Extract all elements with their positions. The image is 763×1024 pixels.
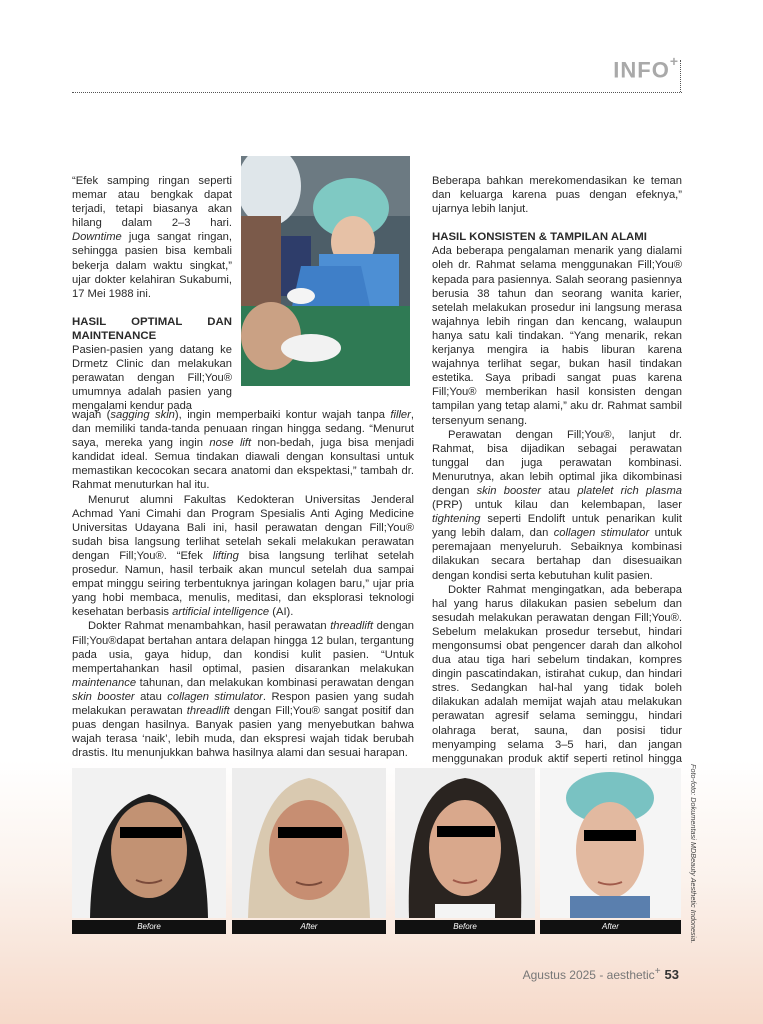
column-right <box>432 174 682 780</box>
photo-credit: Foto-foto: Dokumentasi MDBeauty Aesthetic Indonesia. <box>689 764 698 944</box>
paragraph-combination: Perawatan dengan Fill;You®, lanjut dr. Rahmat, bisa dijadikan sebagai perawatan tunggal dan juga perawatan kombinasi. Menurutnya, akan lebih optimal jika dikombinasi dengan skin booster atau platelet rich plasma (PRP) untuk kilau dan kelembapan, laser tightening seperti Endolift untuk penarikan kulit yang lebih dalam, dan collagen stimulator untuk peremajaan menyeluruh. Sebaiknya kombinasi dilakukan secara bertahap dan disesuaikan dengan kondisi serta kebutuhan kulit pasien. <box>432 428 683 582</box>
label-after-1: After <box>232 920 386 934</box>
face-photo-2-illustration <box>232 768 386 918</box>
header-divider <box>680 60 681 92</box>
procedure-photo <box>241 156 410 386</box>
paragraph-patients: Pasien-pasien yang datang ke Drmetz Clinic dan melakukan perawatan dengan Fill;You® umumnya adalah pasien yang mengalami kendur pada <box>72 344 232 413</box>
page-number: 53 <box>664 967 679 982</box>
page-footer: Agustus 2025 - aesthetic+ 53 <box>522 966 679 982</box>
face-photo-1 <box>72 768 226 918</box>
heading-hasil-optimal: HASIL OPTIMAL DAN MAINTENANCE <box>72 315 232 342</box>
paragraph-sagging: wajah (sagging skin), ingin memperbaiki kontur wajah tanpa filler, dan memiliki tanda-tanda penuaan ringan hingga sedang. “Menurut saya, mereka yang ingin nose lift non-bedah, juga bisa menjadi kandidat ideal. Semua tindakan diawali dengan konsultasi untuk memastikan kecocokan secara anatomi dan ekspektasi,” tambah dr. Rahmat menuturkan hal itu. <box>72 409 414 492</box>
face-photo-2 <box>232 768 386 918</box>
label-before-2: Before <box>395 920 535 934</box>
paragraph-threadlift: Dokter Rahmat menambahkan, hasil perawatan threadlift dengan Fill;You®dapat bertahan antara delapan hingga 12 bulan, tergantung pada usia, gaya hidup, dan kondisi kulit pasien. “Untuk mempertahankan hasil optimal, pasien disarankan melakukan maintenance tahunan, dan melakukan kombinasi perawatan dengan skin booster atau collagen stimulator. Respon pasien yang sudah melakukan perawatan threadlift dengan Fill;You® sangat positif dan puas dengan hasilnya. Banyak pasien yang menyebutkan bahwa wajah terasa ‘naik’, lebih muda, dan ekspresi wajah tidak berubah drastis. Itu menunjukkan bahwa hasilnya alami dan sesuai harapan. <box>72 620 415 760</box>
paragraph-aftercare: Dokter Rahmat mengingatkan, ada beberapa hal yang harus dilakukan pasien sebelum dan sesudah melakukan perawatan dengan Fill;You®. Sebelum melakukan prosedur tersebut, hindari mengonsumsi obat pengencer darah dan alkohol dua atau tiga hari sebelum tindakan, kompres dingin pascatindakan, istirahat cukup, dan hindari stres. Sedangkan hal-hal yang tidak boleh dilakukan adalah memijat wajah atau melakukan perawatan agresif selama seminggu, hindari olahraga berat, sauna, dan posisi tidur menyamping selama 3–5 hari, dan jangan menggunakan produk aktif seperti retinol hingga <box>432 583 682 780</box>
section-title: INFO+ <box>613 53 679 83</box>
procedure-photo-illustration <box>241 156 410 386</box>
header-rule <box>72 92 682 93</box>
face-photo-3 <box>395 768 535 918</box>
face-photo-3-illustration <box>395 768 535 918</box>
label-after-2: After <box>540 920 681 934</box>
paragraph-recommend: Beberapa bahkan merekomendasikan ke teman dan keluarga karena puas dengan efeknya,” ujarnya lebih lanjut. <box>432 175 682 216</box>
intro-paragraph: “Efek samping ringan seperti memar atau bengkak dapat terjadi, tetapi biasanya akan hilang dalam 2–3 hari. Downtime juga sangat ringan, sehingga pasien bisa kembali bekerja dalam waktu singkat,” ujar dokter kelahiran Sukabumi, 17 Mei 1988 ini. <box>72 175 232 300</box>
heading-hasil-konsisten: HASIL KONSISTEN & TAMPILAN ALAMI <box>432 231 647 244</box>
label-before-1: Before <box>72 920 226 934</box>
column-left-wide <box>72 408 414 760</box>
paragraph-experience: Ada beberapa pengalaman menarik yang dialami oleh dr. Rahmat selama menggunakan Fill;You® kepada para pasiennya. Salah seorang pasiennya berusia 38 tahun dan seorang wanita karier, setelah melakukan prosedur ini langsung merasa wajahnya lebih ringan dan kencang, walaupun hanya satu kali tindakan. “Yang menarik, rekan kerjanya mengira ia habis liburan karena wajahnya terlihat segar, bukan hasil tindakan estetika. Saya pribadi sangat puas karena Fill;You® memberikan hasil konsisten dengan tampilan yang tetap alami,” aku dr. Rahmat sambil tersenyum senang. <box>432 245 682 427</box>
column-left-top <box>72 174 232 414</box>
paragraph-alumni: Menurut alumni Fakultas Kedokteran Universitas Jenderal Achmad Yani Cimahi dan Program Spesialis Anti Aging Medicine Universitas Udayana Bali ini, hasil perawatan dengan Fill;You® sudah bisa langsung terlihat setelah sekali melakukan perawatan dengan Fill;You®. “Efek lifting bisa langsung terlihat setelah prosedur. Namun, hasil terbaik akan muncul setelah dua sampai empat minggu seiring terbentuknya jaringan kolagen baru,” ujar pria yang hobi membaca, menulis, meditasi, dan eksplorasi teknologi kesehatan berbasis artificial intelligence (AI). <box>72 493 414 619</box>
face-photo-1-illustration <box>72 768 226 918</box>
face-photo-4 <box>540 768 681 918</box>
face-photo-4-illustration <box>540 768 681 918</box>
